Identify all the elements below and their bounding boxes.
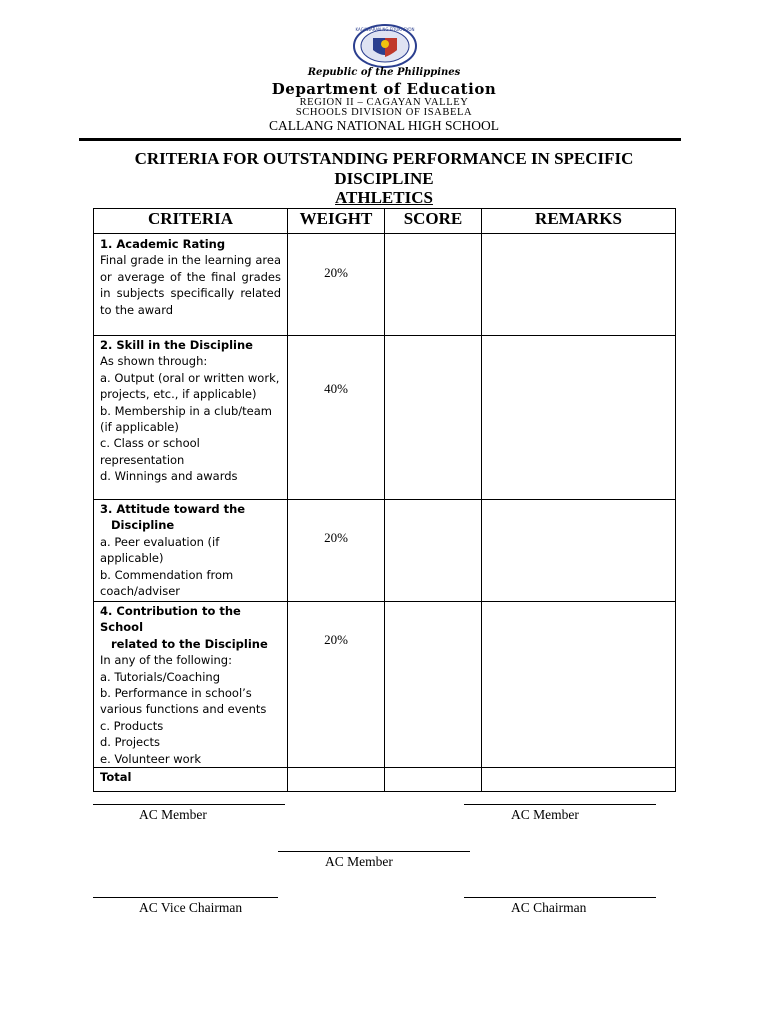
criteria-cell [94, 500, 288, 602]
signature-label: AC Member [139, 807, 207, 822]
header-score: SCORE [385, 209, 482, 234]
criteria-line: In any of the following: [100, 653, 232, 668]
criteria-cell [94, 336, 288, 500]
signature-ac-chairman [464, 897, 656, 916]
remarks-cell[interactable] [482, 336, 676, 500]
document-subtitle: ATHLETICS [335, 188, 433, 207]
criteria-heading: 4. Contribution to the School [100, 604, 241, 635]
weight-cell [288, 336, 385, 500]
total-row [94, 768, 676, 792]
table-row [94, 336, 676, 500]
deped-seal-logo [352, 24, 418, 68]
criteria-line: a. Tutorials/Coaching [100, 669, 221, 684]
signature-line [93, 897, 278, 898]
criteria-line: e. Volunteer work [100, 751, 202, 766]
weight-value: 40% [324, 381, 348, 396]
score-cell[interactable] [385, 234, 482, 336]
header-weight: WEIGHT [288, 209, 385, 234]
signature-label: AC Chairman [511, 900, 587, 915]
criteria-line: a. Peer evaluation (if applicable) [100, 534, 220, 566]
signature-ac-member-left [93, 804, 285, 823]
criteria-line: c. Products [100, 718, 164, 733]
total-score-cell[interactable] [385, 768, 482, 792]
svg-text:KAGAWARAN NG EDUKASYON: KAGAWARAN NG EDUKASYON [355, 27, 415, 32]
criteria-heading-cont: Discipline [111, 518, 175, 533]
header-remarks: REMARKS [482, 209, 676, 234]
table-row [94, 602, 676, 768]
total-label: Total [100, 770, 132, 785]
criteria-table [93, 208, 676, 792]
criteria-line: c. Class or school representation [100, 436, 200, 467]
division-text: SCHOOLS DIVISION OF ISABELA [295, 107, 473, 118]
criteria-description: Final grade in the learning area or average of the final grades in subjects specifically related to the award [100, 253, 281, 317]
region-text: REGION II – CAGAYAN VALLEY [299, 97, 469, 108]
weight-value: 20% [324, 265, 348, 280]
criteria-line: a. Output (oral or written work, projects, etc., if applicable) [100, 370, 280, 402]
signature-line [464, 804, 656, 805]
weight-value: 20% [324, 632, 348, 647]
criteria-heading: 1. Academic Rating [100, 237, 226, 251]
remarks-cell[interactable] [482, 602, 676, 768]
score-cell[interactable] [385, 336, 482, 500]
criteria-line: d. Projects [100, 735, 160, 750]
total-remarks-cell[interactable] [482, 768, 676, 792]
weight-cell [288, 500, 385, 602]
signature-line [278, 851, 470, 852]
signature-label: AC Member [325, 854, 393, 869]
signature-label: AC Vice Chairman [139, 900, 243, 915]
total-label-cell [94, 768, 288, 792]
weight-cell [288, 602, 385, 768]
signature-line [464, 897, 656, 898]
weight-cell [288, 234, 385, 336]
table-row [94, 234, 676, 336]
criteria-cell [94, 602, 288, 768]
signature-ac-vice-chairman [93, 897, 278, 916]
criteria-line: b. Membership in a club/team (if applicable) [100, 403, 273, 435]
weight-value: 20% [324, 530, 348, 545]
score-cell[interactable] [385, 500, 482, 602]
document-title: CRITERIA FOR OUTSTANDING PERFORMANCE IN SPECIFIC DISCIPLINE [134, 149, 634, 188]
header-divider [79, 138, 681, 141]
signature-label: AC Member [511, 807, 579, 822]
table-row [94, 500, 676, 602]
header-criteria: CRITERIA [94, 209, 288, 234]
criteria-line: b. Performance in school’s various functions and events [100, 686, 267, 717]
signature-line [93, 804, 285, 805]
criteria-heading: 2. Skill in the Discipline [100, 338, 253, 352]
criteria-heading: 3. Attitude toward the [100, 502, 246, 516]
criteria-line: b. Commendation from coach/adviser [100, 567, 234, 599]
remarks-cell[interactable] [482, 234, 676, 336]
total-weight-cell[interactable] [288, 768, 385, 792]
criteria-line: As shown through: [100, 354, 208, 369]
school-name: CALLANG NATIONAL HIGH SCHOOL [268, 118, 500, 133]
department-text: Department of Education [271, 80, 497, 98]
signature-ac-member-center [278, 851, 470, 870]
criteria-line: d. Winnings and awards [100, 469, 238, 484]
signature-ac-member-right [464, 804, 656, 823]
republic-text: Republic of the Philippines [307, 67, 461, 78]
score-cell[interactable] [385, 602, 482, 768]
remarks-cell[interactable] [482, 500, 676, 602]
criteria-heading-cont: related to the Discipline [111, 636, 268, 651]
table-header-row [94, 209, 676, 234]
criteria-cell [94, 234, 288, 336]
